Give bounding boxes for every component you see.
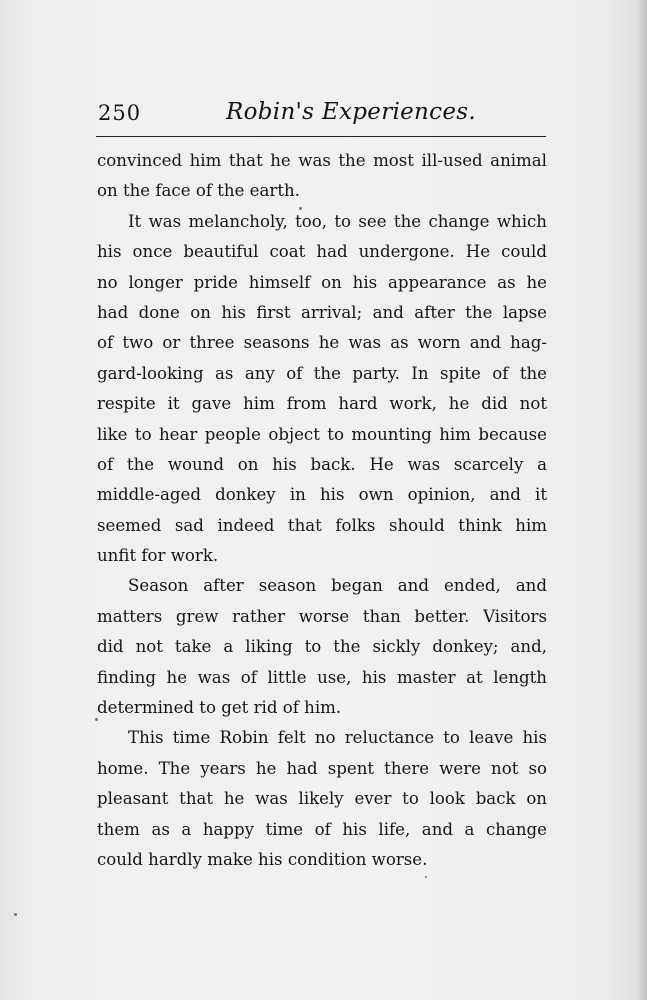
text-line: did not take a liking to the sickly donkey; and,	[97, 637, 547, 657]
text-line: respite it gave him from hard work, he did not	[97, 394, 547, 414]
paper-speck	[95, 718, 98, 721]
paper-speck	[14, 913, 17, 916]
body-text	[97, 146, 547, 875]
text-line: matters grew rather worse than better. Visitors	[97, 606, 547, 626]
text-line: unfit for work.	[97, 546, 219, 566]
text-line: determined to get rid of him.	[97, 698, 342, 718]
text-line: could hardly make his condition worse.	[97, 849, 428, 869]
text-line: had done on his first arrival; and after the lapse	[97, 302, 547, 322]
page-number: 250	[98, 101, 142, 125]
text-line: like to hear people object to mounting him because	[97, 424, 547, 444]
text-line: no longer pride himself on his appearance as he	[97, 272, 547, 292]
text-line: his once beautiful coat had undergone. He could	[97, 242, 547, 262]
text-line: on the face of the earth.	[97, 181, 300, 201]
text-line: pleasant that he was likely ever to look back on	[97, 789, 547, 809]
text-line: gard-looking as any of the party. In spite of the	[97, 363, 547, 383]
text-line: This time Robin felt no reluctance to leave his	[128, 728, 547, 748]
text-line: convinced him that he was the most ill-used animal	[97, 151, 547, 170]
text-line: of two or three seasons he was as worn and hag-	[97, 333, 547, 353]
text-line: them as a happy time of his life, and a change	[97, 819, 547, 839]
text-line: middle-aged donkey in his own opinion, and it	[97, 485, 547, 505]
text-line: of the wound on his back. He was scarcely a	[97, 454, 547, 474]
running-title: Robin's Experiences.	[226, 99, 476, 125]
text-line: home. The years he had spent there were not so	[97, 758, 547, 778]
header-rule	[96, 136, 546, 137]
text-line: Season after season began and ended, and	[128, 576, 547, 596]
text-line: It was melancholy, too, to see the change which	[128, 211, 547, 231]
paper-speck	[425, 876, 427, 878]
page-edge-shadow	[637, 0, 647, 1000]
paper-speck	[299, 207, 302, 210]
page-header	[96, 99, 546, 131]
text-line: finding he was of little use, his master at length	[97, 667, 547, 687]
text-line: seemed sad indeed that folks should think him	[97, 515, 547, 535]
